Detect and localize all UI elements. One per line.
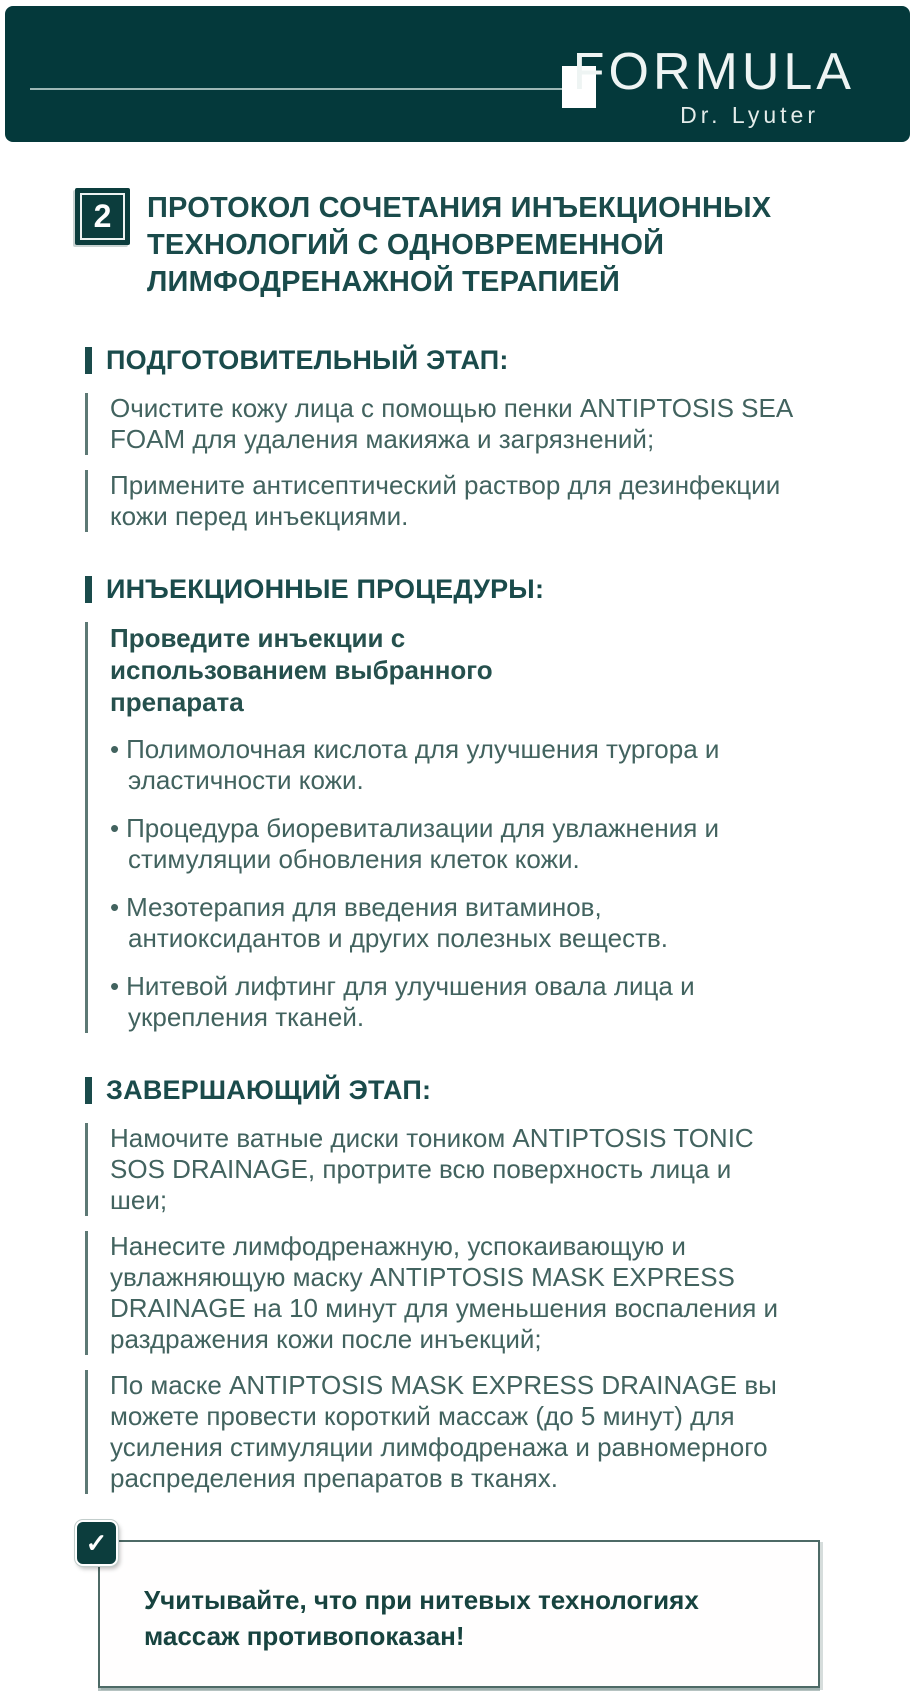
bullet-item <box>110 892 770 954</box>
banner-divider-line <box>30 88 563 90</box>
bullet-text: Процедура биоревитализации для увлажнения и стимуляции обновления клеток кожи. <box>126 813 720 874</box>
section-heading: ИНЪЕКЦИОННЫЕ ПРОЦЕДУРЫ: <box>106 574 545 604</box>
section-heading-row <box>85 1075 845 1106</box>
section-body <box>85 622 845 1033</box>
paragraph: Очистите кожу лица с помощью пенки ANTIPTOSIS SEA FOAM для удаления макияжа и загрязнений; <box>85 393 795 455</box>
page-title: ПРОТОКОЛ СОЧЕТАНИЯ ИНЪЕКЦИОННЫХ ТЕХНОЛОГИЙ С ОДНОВРЕМЕННОЙ ЛИМФОДРЕНАЖНОЙ ТЕРАПИЕЙ <box>147 192 772 298</box>
paragraph: Примените антисептический раствор для дезинфекции кожи перед инъекциями. <box>85 470 795 532</box>
page-content <box>0 142 915 1688</box>
bullet-dot-icon: • <box>110 892 120 922</box>
bullet-item <box>110 971 770 1033</box>
paragraph: По маске ANTIPTOSIS MASK EXPRESS DRAINAGE вы можете провести короткий массаж (до 5 минут) для усиления стимуляции лимфодренажа и равномерного распределения препаратов в тканях. <box>85 1370 795 1494</box>
bullet-text: Полимолочная кислота для улучшения тургора и эластичности кожи. <box>126 734 720 795</box>
section-intro: Проведите инъекции с использованием выбранного препарата <box>110 623 493 717</box>
checkmark-icon: ✓ <box>75 1520 118 1566</box>
section-heading-row <box>85 345 845 376</box>
section-injections <box>85 574 845 1033</box>
section-final <box>85 1075 845 1494</box>
paragraph: Нанесите лимфодренажную, успокаивающую и увлажняющую маску ANTIPTOSIS MASK EXPRESS DRAINAGE на 10 минут для уменьшения воспаления и раздражения кожи после инъекций; <box>85 1231 795 1355</box>
note-text: Учитывайте, что при нитевых технологиях массаж противопоказан! <box>144 1585 699 1651</box>
brand-logo <box>572 43 855 129</box>
warning-note <box>85 1527 820 1688</box>
section-heading: ПОДГОТОВИТЕЛЬНЫЙ ЭТАП: <box>106 345 509 375</box>
bullet-item <box>110 813 770 875</box>
bullet-list <box>110 734 845 1033</box>
note-box <box>98 1540 820 1688</box>
header-banner <box>5 6 910 142</box>
bullet-dot-icon: • <box>110 813 120 843</box>
brand-subtitle: Dr. Lyuter <box>680 102 819 128</box>
title-block <box>75 188 845 301</box>
bullet-text: Мезотерапия для введения витаминов, антиоксидантов и других полезных веществ. <box>126 892 669 953</box>
section-heading-row <box>85 574 845 605</box>
section-heading: ЗАВЕРШАЮЩИЙ ЭТАП: <box>106 1075 432 1105</box>
badge-frame <box>80 193 125 240</box>
section-number-badge <box>75 188 130 245</box>
bullet-dot-icon: • <box>110 734 120 764</box>
paragraph: Намочите ватные диски тоником ANTIPTOSIS TONIC SOS DRAINAGE, протрите всю поверхность лица и шеи; <box>85 1123 795 1216</box>
section-number: 2 <box>93 198 112 234</box>
bullet-item <box>110 734 770 796</box>
heading-bar <box>85 1077 92 1104</box>
bullet-text: Нитевой лифтинг для улучшения овала лица и укрепления тканей. <box>126 971 695 1032</box>
brand-name: FORMULA <box>572 43 855 101</box>
heading-bar <box>85 347 92 374</box>
section-preparation <box>85 345 845 532</box>
heading-bar <box>85 576 92 603</box>
bullet-dot-icon: • <box>110 971 120 1001</box>
